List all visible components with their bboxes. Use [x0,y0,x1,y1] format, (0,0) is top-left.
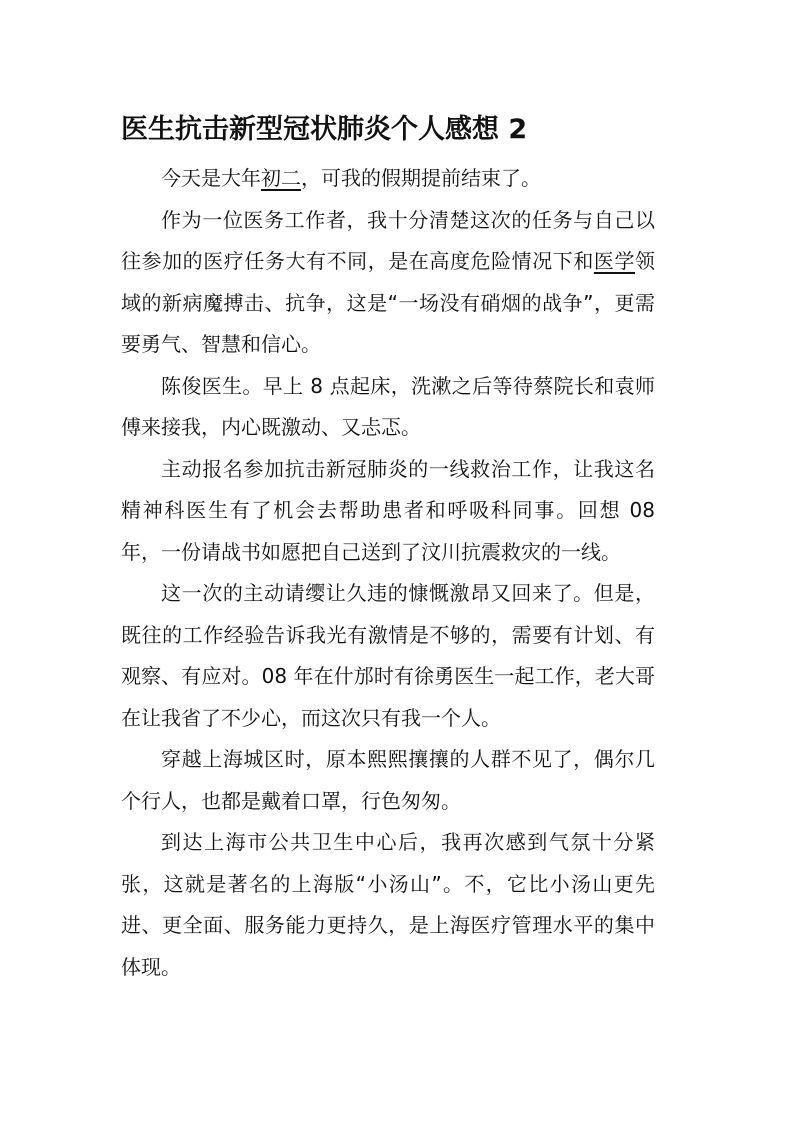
paragraph-1-text-end: ，可我的假期提前结束了。 [301,166,541,190]
paragraph-2-text-end: 领域的新病魔搏击、抗争，这是“一场没有硝烟的战争”，更需要勇气、智慧和信心。 [121,249,656,356]
paragraph-1-text: 今天是大年 [161,166,261,190]
paragraph-1 [121,158,655,200]
paragraph-2 [121,200,655,366]
paragraph-5: 这一次的主动请缨让久违的慷慨激昂又回来了。但是，既往的工作经验告诉我光有激情是不够的，需要有计划、有观察、有应对。08 年在什邡时有徐勇医生一起工作，老大哥在让我省了不少心，而这次只有我一个人。 [121,581,655,730]
document-title: 医生抗击新型冠状肺炎个人感想 2 [121,114,528,145]
paragraph-6: 穿越上海城区时，原本熙熙攘攘的人群不见了，偶尔几个行人，也都是戴着口罩，行色匆匆。 [121,747,655,813]
document-body [121,158,655,988]
paragraph-7: 到达上海市公共卫生中心后，我再次感到气氛十分紧张，这就是著名的上海版“小汤山”。不，它比小汤山更先进、更全面、服务能力更持久，是上海医疗管理水平的集中体现。 [121,830,655,979]
paragraph-4: 主动报名参加抗击新冠肺炎的一线救治工作，让我这名精神科医生有了机会去帮助患者和呼吸科同事。回想 08 年，一份请战书如愿把自己送到了汶川抗震救灾的一线。 [121,456,655,564]
paragraph-3: 陈俊医生。早上 8 点起床，洗漱之后等待蔡院长和袁师傅来接我，内心既激动、又忐忑。 [121,373,655,439]
underlined-term: 医学 [593,249,636,273]
paragraph-2-text: 作为一位医务工作者，我十分清楚这次的任务与自己以往参加的医疗任务大有不同，是在高度危险情况下和 [121,207,655,273]
underlined-term: 初二 [261,166,301,190]
